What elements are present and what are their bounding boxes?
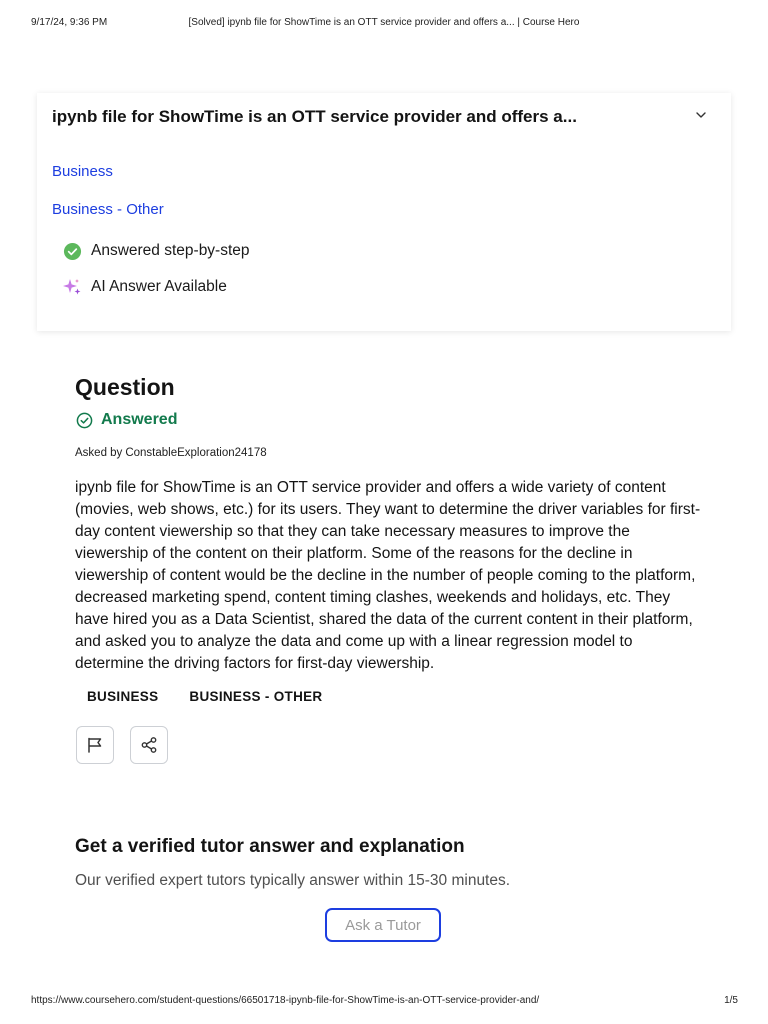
print-page-title: [Solved] ipynb file for ShowTime is an OTT service provider and offers a... | Course Hero — [188, 17, 580, 28]
check-circle-outline-icon — [76, 412, 93, 429]
tutor-cta-subtext: Our verified expert tutors typically answer within 15-30 minutes. — [75, 872, 511, 889]
ask-a-tutor-button[interactable]: Ask a Tutor — [325, 908, 441, 942]
feature-ai-answer — [62, 276, 227, 298]
tutor-cta-heading: Get a verified tutor answer and explanation — [75, 836, 465, 857]
answered-status — [76, 411, 177, 429]
feature-answered-step-by-step — [62, 240, 250, 262]
question-body: ipynb file for ShowTime is an OTT service provider and offers a wide variety of content (movies, web shows, etc.) for its users. They want to determine the driver variables for first-day content viewership so that they can take necessary measures to improve the viewership of the content on their platform. Some of the reasons for the decline in viewership of content would be the decline in the number of people coming to the platform, decreased marketing spend, content timing clashes, weekends and holidays, etc. They have hired you as a Data Scientist, shared the data of the current content in their platform, and asked you to analyze the data and come up with a linear regression model to determine the driving factors for first-day viewership. — [75, 479, 701, 672]
share-button[interactable] — [130, 726, 168, 764]
card-title: ipynb file for ShowTime is an OTT service provider and offers a... — [52, 107, 577, 126]
tag-business-other[interactable]: BUSINESS - OTHER — [189, 689, 323, 704]
asked-by-username: ConstableExploration24178 — [125, 447, 267, 459]
feature-label: AI Answer Available — [91, 278, 227, 295]
subject-link-business[interactable]: Business — [52, 163, 113, 180]
answered-label: Answered — [101, 411, 178, 428]
subject-link-business-other[interactable]: Business - Other — [52, 201, 164, 218]
asked-by-label: Asked by — [75, 447, 123, 459]
print-datetime: 9/17/24, 9:36 PM — [31, 17, 108, 28]
print-url: https://www.coursehero.com/student-questions/66501718-ipynb-file-for-ShowTime-is-an-OTT-service-provider-and/ — [31, 995, 540, 1006]
sparkle-icon — [62, 277, 82, 297]
print-header — [0, 17, 768, 31]
check-circle-icon — [62, 241, 82, 261]
question-summary-card — [37, 93, 731, 331]
question-heading: Question — [75, 374, 175, 400]
print-page-number: 1/5 — [724, 995, 738, 1006]
tag-list — [87, 689, 354, 704]
share-icon — [140, 736, 158, 754]
feature-label: Answered step-by-step — [91, 242, 250, 259]
flag-button[interactable] — [76, 726, 114, 764]
asked-by-line — [75, 447, 267, 459]
tag-business[interactable]: BUSINESS — [87, 689, 159, 704]
flag-icon — [86, 736, 104, 754]
chevron-down-icon[interactable] — [694, 108, 708, 122]
